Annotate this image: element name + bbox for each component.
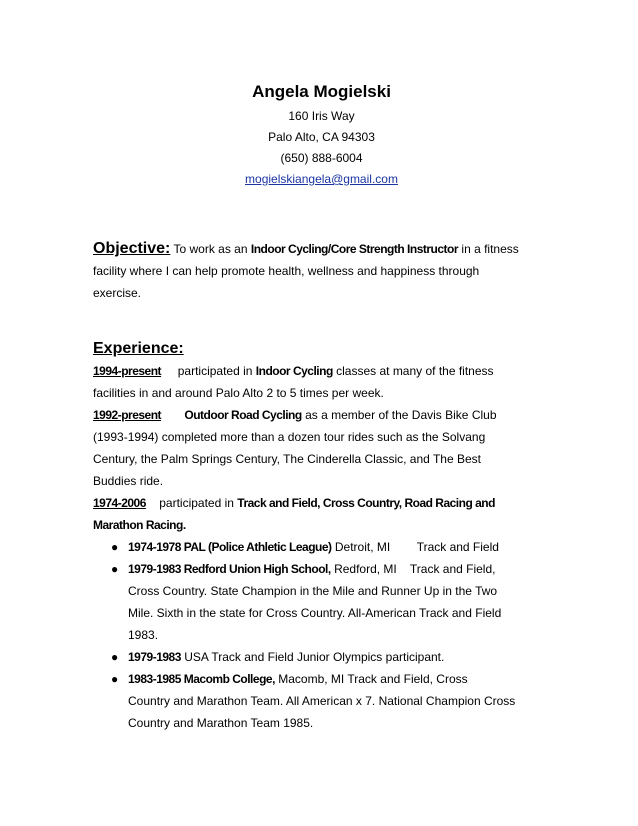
entry-1-years: 1994-present — [93, 364, 162, 378]
list-item — [93, 536, 553, 558]
experience-heading: Experience: — [93, 340, 184, 357]
experience-entry-2-line-3: Century, the Palm Springs Century, The Cinderella Classic, and The Best — [93, 452, 481, 466]
entry-3-pre: participated in — [159, 496, 234, 510]
list-item — [93, 668, 553, 734]
list-item-line-3: Mile. Sixth in the state for Cross Country. All-American Track and Field — [128, 606, 502, 620]
bullet-icon: ● — [111, 540, 119, 554]
email-link[interactable]: mogielskiangela@gmail.com — [245, 172, 398, 186]
item-2-sport: Track and Field, — [409, 562, 496, 576]
item-1-bold: 1974-1978 PAL (Police Athletic League) — [128, 540, 332, 554]
list-item — [93, 558, 553, 646]
list-item-line-1 — [128, 558, 553, 580]
city-state-zip: Palo Alto, CA 94303 — [268, 130, 375, 144]
list-item-line-1 — [128, 536, 553, 558]
list-item-line-1 — [128, 646, 553, 668]
bullet-icon: ● — [111, 672, 119, 686]
objective-text-pre: To work as an — [173, 242, 248, 256]
list-item — [93, 646, 553, 668]
entry-2-years: 1992-present — [93, 408, 162, 422]
experience-entry-3 — [93, 492, 553, 514]
item-3-bold: 1979-1983 — [128, 650, 181, 664]
list-item-line-1 — [128, 668, 553, 690]
experience-entry-2-line-4: Buddies ride. — [93, 474, 164, 488]
street-address: 160 Iris Way — [288, 109, 355, 123]
item-1-sport: Track and Field — [416, 540, 499, 554]
entry-2-post: as a member of the Davis Bike Club — [305, 408, 497, 422]
objective-line-2: facility where I can help promote health, wellness and happiness through — [93, 264, 480, 278]
experience-entry-2 — [93, 404, 553, 426]
objective-role: Indoor Cycling/Core Strength Instructor — [250, 242, 459, 256]
entry-3-activities: Track and Field, Cross Country, Road Racing and — [237, 496, 495, 510]
objective-line-3: exercise. — [93, 286, 142, 300]
entry-3-years: 1974-2006 — [93, 496, 146, 510]
item-4-rest: Macomb, MI Track and Field, Cross — [278, 672, 468, 686]
email-line — [5, 169, 638, 190]
objective-text-post: in a fitness — [461, 242, 519, 256]
entry-1-post: classes at many of the fitness — [336, 364, 494, 378]
item-2-bold: 1979-1983 Redford Union High School, — [128, 562, 331, 576]
entry-1-activity: Indoor Cycling — [255, 364, 333, 378]
entry-2-activity: Outdoor Road Cycling — [184, 408, 302, 422]
entry-3-activities-cont: Marathon Racing. — [93, 518, 186, 532]
list-item-line-4: 1983. — [128, 628, 159, 642]
experience-entry-1 — [93, 360, 553, 382]
list-item-line-2: Country and Marathon Team. All American x 7. National Champion Cross — [128, 694, 516, 708]
entry-1-pre: participated in — [177, 364, 253, 378]
experience-heading-line — [93, 338, 553, 360]
applicant-name: Angela Mogielski — [252, 82, 391, 101]
phone-number: (650) 888-6004 — [280, 151, 363, 165]
bullet-icon: ● — [111, 650, 119, 664]
experience-entry-1-line-2: facilities in and around Palo Alto 2 to 5 times per week. — [93, 386, 384, 400]
section-gap — [93, 304, 553, 338]
item-2-location: Redford, MI — [334, 562, 397, 576]
resume-body — [93, 238, 553, 734]
experience-entry-3-line-2 — [93, 514, 553, 536]
list-item-line-3: Country and Marathon Team 1985. — [128, 716, 314, 730]
objective-heading: Objective: — [93, 240, 171, 257]
experience-entry-2-line-2: (1993-1994) completed more than a dozen tour rides such as the Solvang — [93, 430, 486, 444]
bullet-icon: ● — [111, 562, 119, 576]
list-item-line-2: Cross Country. State Champion in the Mile and Runner Up in the Two — [128, 584, 498, 598]
item-3-rest: USA Track and Field Junior Olympics participant. — [184, 650, 445, 664]
athletics-list — [93, 536, 553, 734]
item-4-bold: 1983-1985 Macomb College, — [128, 672, 275, 686]
contact-header — [0, 78, 638, 190]
item-1-location: Detroit, MI — [334, 540, 391, 554]
objective-line-1 — [93, 238, 553, 260]
